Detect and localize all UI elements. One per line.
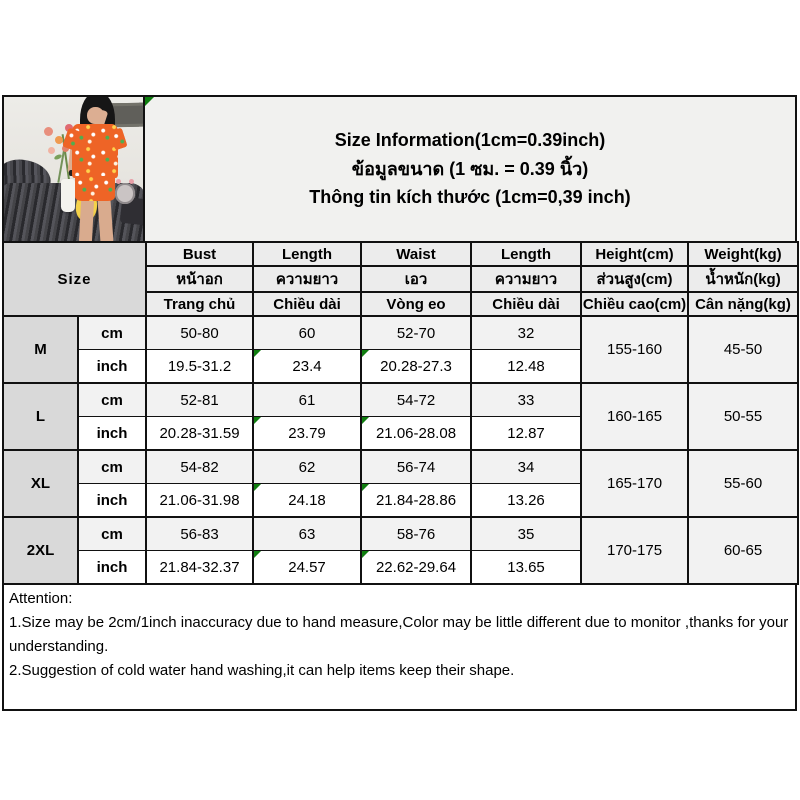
cell-value: 22.62-29.64 bbox=[375, 558, 457, 576]
cell-length-cm: 62 bbox=[253, 450, 361, 484]
cell-waist-inch bbox=[361, 417, 471, 451]
cell-waist-cm: 58-76 bbox=[361, 517, 471, 551]
cell-length2-cm: 32 bbox=[471, 316, 581, 350]
attention-line-1: 1.Size may be 2cm/1inch inaccuracy due to hand measure,Color may be little different due to monitor ,thanks for your understanding. bbox=[9, 614, 789, 655]
cell-length2-cm: 34 bbox=[471, 450, 581, 484]
photo-alarm-clock bbox=[115, 183, 134, 203]
cell-length-cm: 61 bbox=[253, 383, 361, 417]
size-chart-sheet bbox=[2, 95, 797, 711]
col-header-waist-th: เอว bbox=[361, 266, 471, 292]
col-header-weight-th: น้ำหนัก(kg) bbox=[688, 266, 798, 292]
cell-value: 20.28-27.3 bbox=[380, 357, 452, 375]
col-header-length: Length bbox=[253, 242, 361, 266]
row-2xl-cm bbox=[3, 517, 798, 551]
cell-length-inch bbox=[253, 484, 361, 518]
excel-flag-icon bbox=[254, 350, 261, 357]
col-header-length2-vi: Chiều dài bbox=[471, 292, 581, 316]
col-header-length2-th: ความยาว bbox=[471, 266, 581, 292]
col-header-bust-th: หน้าอก bbox=[146, 266, 253, 292]
col-header-waist-vi: Vòng eo bbox=[361, 292, 471, 316]
col-header-height: Height(cm) bbox=[581, 242, 688, 266]
cell-waist-cm: 54-72 bbox=[361, 383, 471, 417]
attention-note bbox=[2, 583, 797, 711]
title-vietnamese: Thông tin kích thước (1cm=0,39 inch) bbox=[309, 187, 631, 208]
cell-bust-cm: 56-83 bbox=[146, 517, 253, 551]
unit-cm-label: cm bbox=[78, 316, 146, 350]
photo-flower bbox=[48, 147, 55, 154]
size-label-l: L bbox=[3, 383, 78, 450]
unit-inch-label: inch bbox=[78, 484, 146, 518]
cell-waist-cm: 56-74 bbox=[361, 450, 471, 484]
cell-length2-cm: 33 bbox=[471, 383, 581, 417]
col-header-height-th: ส่วนสูง(cm) bbox=[581, 266, 688, 292]
cell-waist-inch bbox=[361, 551, 471, 585]
cell-length2-inch: 13.26 bbox=[471, 484, 581, 518]
col-header-weight: Weight(kg) bbox=[688, 242, 798, 266]
col-header-waist: Waist bbox=[361, 242, 471, 266]
col-header-height-vi: Chiều cao(cm) bbox=[581, 292, 688, 316]
row-l-cm bbox=[3, 383, 798, 417]
cell-length-inch bbox=[253, 350, 361, 384]
cell-length2-cm: 35 bbox=[471, 517, 581, 551]
cell-height: 170-175 bbox=[581, 517, 688, 584]
excel-flag-icon bbox=[362, 417, 369, 424]
excel-flag-icon bbox=[145, 97, 154, 106]
cell-weight: 60-65 bbox=[688, 517, 798, 584]
title-english: Size Information(1cm=0.39inch) bbox=[334, 130, 606, 151]
cell-waist-inch bbox=[361, 350, 471, 384]
photo-pajama-shorts bbox=[75, 176, 115, 200]
cell-weight: 50-55 bbox=[688, 383, 798, 450]
attention-line-2: 2.Suggestion of cold water hand washing,it can help items keep their shape. bbox=[9, 662, 515, 679]
cell-waist-inch bbox=[361, 484, 471, 518]
cell-length-inch bbox=[253, 551, 361, 585]
cell-bust-cm: 52-81 bbox=[146, 383, 253, 417]
cell-value: 23.79 bbox=[288, 424, 326, 442]
unit-cm-label: cm bbox=[78, 450, 146, 484]
excel-flag-icon bbox=[362, 484, 369, 491]
excel-flag-icon bbox=[362, 551, 369, 558]
size-header-cell: Size bbox=[3, 242, 146, 316]
cell-weight: 55-60 bbox=[688, 450, 798, 517]
excel-flag-icon bbox=[254, 551, 261, 558]
photo-flower bbox=[44, 127, 53, 136]
row-xl-cm bbox=[3, 450, 798, 484]
cell-length2-inch: 12.48 bbox=[471, 350, 581, 384]
cell-bust-inch: 20.28-31.59 bbox=[146, 417, 253, 451]
photo-clock-ear bbox=[116, 179, 121, 184]
cell-bust-inch: 21.06-31.98 bbox=[146, 484, 253, 518]
row-m-cm bbox=[3, 316, 798, 350]
col-header-weight-vi: Cân nặng(kg) bbox=[688, 292, 798, 316]
attention-heading: Attention: bbox=[9, 590, 73, 607]
cell-length-cm: 60 bbox=[253, 316, 361, 350]
cell-bust-cm: 50-80 bbox=[146, 316, 253, 350]
cell-length2-inch: 12.87 bbox=[471, 417, 581, 451]
cell-length-inch bbox=[253, 417, 361, 451]
title-block bbox=[145, 95, 797, 243]
unit-inch-label: inch bbox=[78, 551, 146, 585]
cell-height: 165-170 bbox=[581, 450, 688, 517]
cell-height: 160-165 bbox=[581, 383, 688, 450]
top-band bbox=[2, 95, 797, 243]
cell-bust-inch: 19.5-31.2 bbox=[146, 350, 253, 384]
unit-inch-label: inch bbox=[78, 350, 146, 384]
cell-length-cm: 63 bbox=[253, 517, 361, 551]
unit-cm-label: cm bbox=[78, 383, 146, 417]
size-label-m: M bbox=[3, 316, 78, 383]
cell-height: 155-160 bbox=[581, 316, 688, 383]
cell-bust-inch: 21.84-32.37 bbox=[146, 551, 253, 585]
col-header-bust: Bust bbox=[146, 242, 253, 266]
cell-weight: 45-50 bbox=[688, 316, 798, 383]
cell-waist-cm: 52-70 bbox=[361, 316, 471, 350]
cell-bust-cm: 54-82 bbox=[146, 450, 253, 484]
col-header-length-th: ความยาว bbox=[253, 266, 361, 292]
cell-value: 23.4 bbox=[292, 357, 322, 375]
col-header-bust-vi: Trang chủ bbox=[146, 292, 253, 316]
unit-inch-label: inch bbox=[78, 417, 146, 451]
cell-value: 21.06-28.08 bbox=[375, 424, 457, 442]
size-table bbox=[2, 241, 799, 585]
col-header-length-vi: Chiều dài bbox=[253, 292, 361, 316]
product-photo bbox=[2, 95, 145, 243]
cell-length2-inch: 13.65 bbox=[471, 551, 581, 585]
size-label-xl: XL bbox=[3, 450, 78, 517]
excel-flag-icon bbox=[254, 484, 261, 491]
cell-value: 24.18 bbox=[288, 491, 326, 509]
cell-value: 21.84-28.86 bbox=[375, 491, 457, 509]
col-header-length2: Length bbox=[471, 242, 581, 266]
header-row-english bbox=[3, 242, 798, 266]
size-label-2xl: 2XL bbox=[3, 517, 78, 584]
cell-value: 24.57 bbox=[288, 558, 326, 576]
unit-cm-label: cm bbox=[78, 517, 146, 551]
photo-vase bbox=[61, 179, 75, 212]
photo-model-leg bbox=[97, 197, 113, 243]
title-thai: ข้อมูลขนาด (1 ซม. = 0.39 นิ้ว) bbox=[351, 158, 589, 179]
excel-flag-icon bbox=[254, 417, 261, 424]
excel-flag-icon bbox=[362, 350, 369, 357]
